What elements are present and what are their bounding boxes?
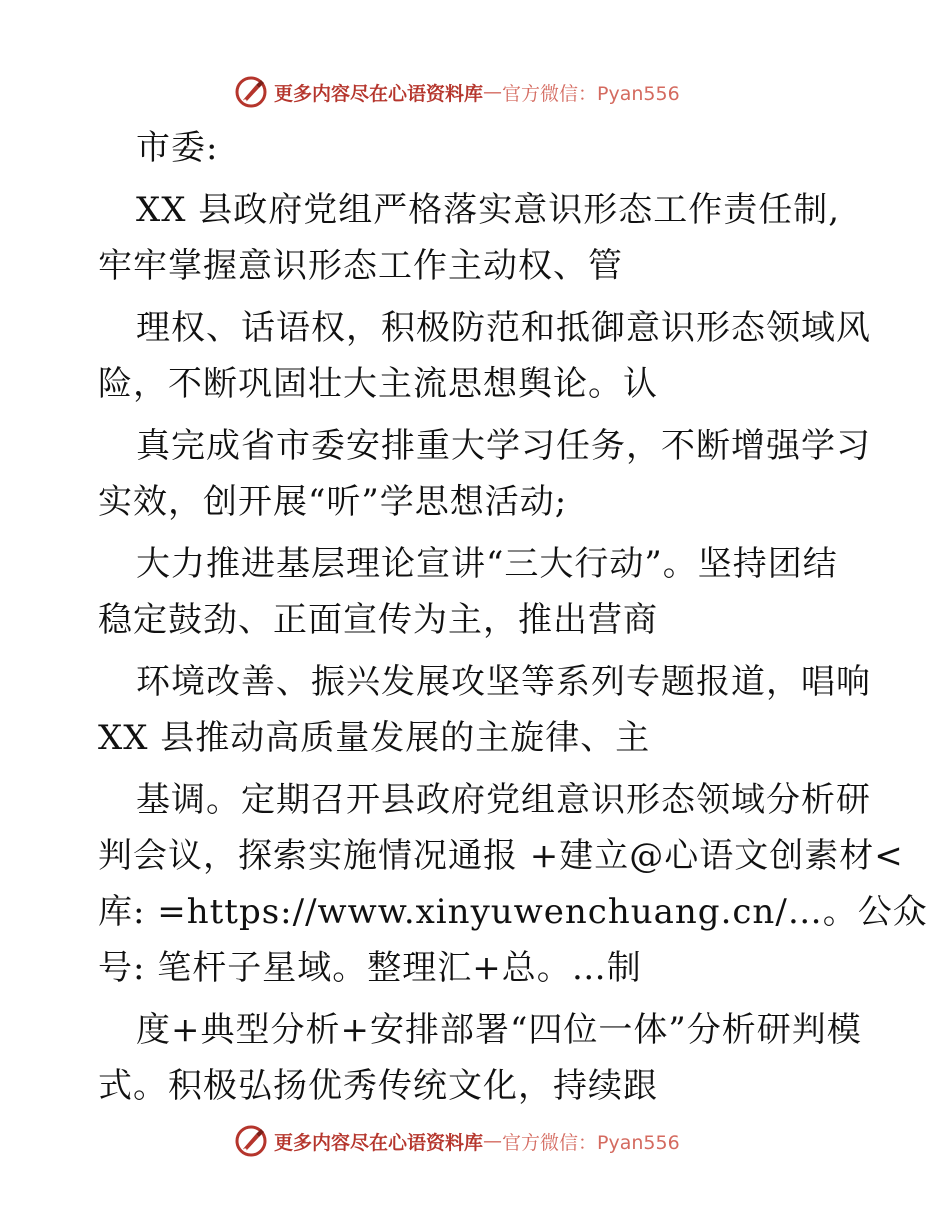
text-line: 基调。定期召开县政府党组意识形态领域分析研 [136, 780, 871, 820]
document-body [98, 120, 928, 1114]
watermark-wechat: 官方微信：Pyan556 [502, 1131, 680, 1154]
text-line: 大力推进基层理论宣讲“三大行动”。坚持团结 [136, 544, 838, 584]
pen-logo-icon [234, 75, 268, 109]
pen-logo-icon [234, 1124, 268, 1158]
watermark-wechat: 官方微信：Pyan556 [502, 82, 680, 105]
text-line: XX 县推动高质量发展的主旋律、主 [98, 718, 651, 758]
text-line: 判会议，探索实施情况通报 +建立@心语文创素材< [98, 836, 904, 876]
watermark-separator: — [483, 1130, 503, 1152]
text-line: 式。积极弘扬优秀传统文化，持续跟 [98, 1066, 658, 1106]
text-line: 真完成省市委安排重大学习任务，不断增强学习 [136, 426, 871, 466]
text-line: 市委: [136, 128, 219, 168]
text-line: 险，不断巩固壮大主流思想舆论。认 [98, 364, 658, 404]
text-line: 实效，创开展“听”学思想活动; [98, 482, 568, 522]
text-line: 号: 笔杆子星域。整理汇+总。…制 [98, 948, 642, 988]
watermark-separator: — [483, 81, 503, 103]
text-line: 稳定鼓劲、正面宣传为主，推出营商 [98, 600, 658, 640]
text-line: 库: =https://www.xinyuwenchuang.cn/…。公众 [98, 892, 928, 932]
text-line: 度+典型分析+安排部署“四位一体”分析研判模 [136, 1010, 862, 1050]
text-line: 环境改善、振兴发展攻坚等系列专题报道，唱响 [136, 662, 871, 702]
text-line: 理权、话语权，积极防范和抵御意识形态领域风 [136, 308, 871, 348]
text-line: XX 县政府党组严格落实意识形态工作责任制, [136, 190, 841, 230]
watermark-brand: 更多内容尽在心语资料库 [274, 1131, 484, 1154]
header-watermark [234, 72, 680, 112]
watermark-brand: 更多内容尽在心语资料库 [274, 82, 484, 105]
footer-watermark [234, 1121, 680, 1161]
text-line: 牢牢掌握意识形态工作主动权、管 [98, 246, 623, 286]
